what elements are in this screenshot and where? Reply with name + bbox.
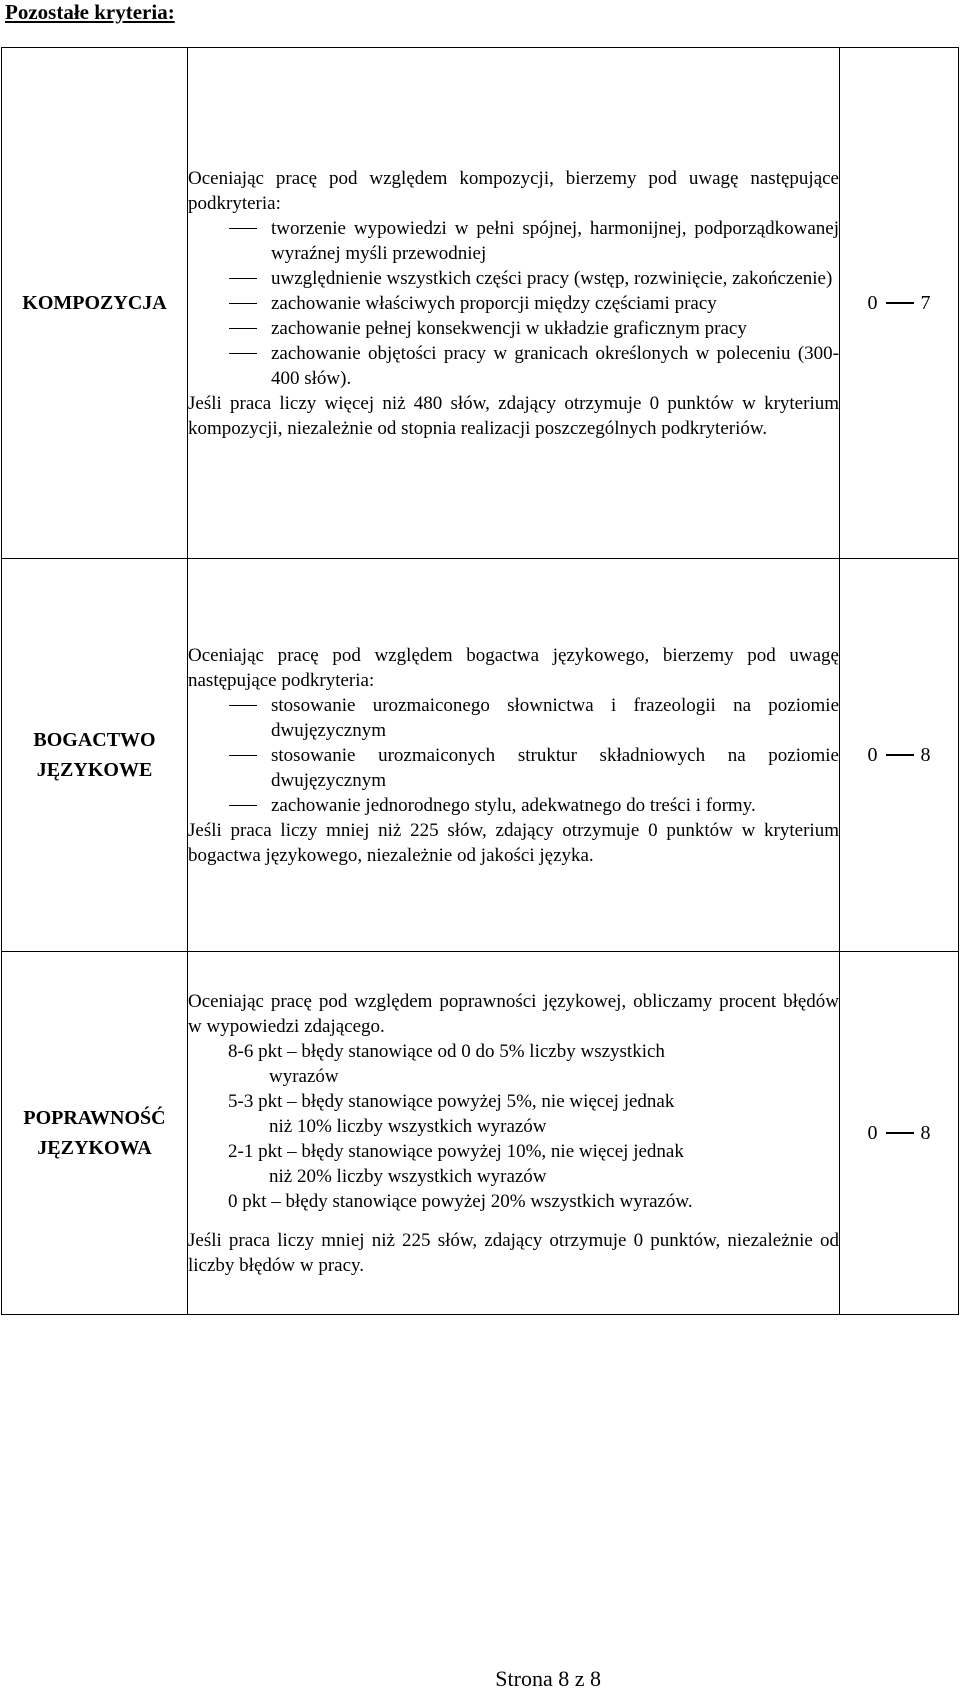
range-dash	[886, 754, 914, 756]
subcriterion-item: tworzenie wypowiedzi w pełni spójnej, harmonijnej, podporządkowanej wyraźnej myśli przewodniej	[188, 216, 839, 266]
subcriteria-list	[188, 216, 839, 391]
criterion-intro: Oceniając pracę pod względem kompozycji, bierzemy pod uwagę następujące podkryteria:	[188, 167, 839, 214]
criterion-description	[188, 559, 840, 952]
score-scale	[188, 1039, 839, 1214]
criterion-description	[188, 952, 840, 1315]
scale-line: 5-3 pkt – błędy stanowiące powyżej 5%, nie więcej jednak	[228, 1090, 675, 1112]
criterion-name	[2, 48, 188, 559]
subcriterion-item: stosowanie urozmaiconych struktur składniowych na poziomie dwujęzycznym	[188, 743, 839, 793]
subcriterion-item: stosowanie urozmaiconego słownictwa i frazeologii na poziomie dwujęzycznym	[188, 693, 839, 743]
score-min: 0	[867, 743, 878, 766]
criterion-name-line2: JĘZYKOWA	[37, 1137, 152, 1159]
criterion-row-kompozycja	[2, 48, 959, 559]
criterion-note: Jeśli praca liczy więcej niż 480 słów, zdający otrzymuje 0 punktów w kryterium kompozycji, niezależnie od stopnia realizacji poszczególnych podkryteriów.	[188, 392, 839, 439]
score-max: 8	[920, 743, 931, 766]
criterion-note: Jeśli praca liczy mniej niż 225 słów, zdający otrzymuje 0 punktów w kryterium bogactwa językowego, niezależnie od jakości języka.	[188, 819, 839, 866]
page-footer: Strona 8 z 8	[495, 1666, 601, 1691]
criterion-description	[188, 48, 840, 559]
range-dash	[886, 1132, 914, 1134]
criterion-name-line1: POPRAWNOŚĆ	[23, 1107, 166, 1129]
range-dash	[886, 302, 914, 304]
criterion-name	[2, 952, 188, 1315]
subcriterion-item: zachowanie właściwych proporcji między częściami pracy	[188, 291, 839, 316]
criterion-row-bogactwo	[2, 559, 959, 952]
section-heading: Pozostałe kryteria:	[5, 0, 175, 24]
criterion-name-line2: JĘZYKOWE	[36, 759, 153, 781]
subcriterion-item: zachowanie jednorodnego stylu, adekwatnego do treści i formy.	[188, 793, 839, 818]
scale-line: 2-1 pkt – błędy stanowiące powyżej 10%, nie więcej jednak	[228, 1140, 684, 1162]
criterion-note: Jeśli praca liczy mniej niż 225 słów, zdający otrzymuje 0 punktów, niezależnie od liczby błędów w pracy.	[188, 1229, 839, 1276]
subcriterion-item: uwzględnienie wszystkich części pracy (wstęp, rozwinięcie, zakończenie)	[188, 266, 839, 291]
criterion-name-label: KOMPOZYCJA	[22, 292, 167, 314]
criterion-score	[840, 952, 959, 1315]
subcriterion-item: zachowanie objętości pracy w granicach określonych w poleceniu (300-400 słów).	[188, 341, 839, 391]
subcriterion-item: zachowanie pełnej konsekwencji w układzie graficznym pracy	[188, 316, 839, 341]
scale-line: 8-6 pkt – błędy stanowiące od 0 do 5% liczby wszystkich	[228, 1040, 665, 1062]
score-max: 8	[920, 1121, 931, 1144]
score-min: 0	[867, 291, 878, 314]
scale-line: 0 pkt – błędy stanowiące powyżej 20% wszystkich wyrazów.	[228, 1190, 693, 1212]
score-min: 0	[867, 1121, 878, 1144]
criterion-score	[840, 559, 959, 952]
criterion-row-poprawnosc	[2, 952, 959, 1315]
criteria-table	[1, 47, 959, 1315]
score-max: 7	[920, 291, 931, 314]
subcriteria-list	[188, 693, 839, 818]
scale-line-continued: niż 20% liczby wszystkich wyrazów	[269, 1165, 547, 1187]
scale-line-continued: wyrazów	[269, 1065, 339, 1087]
criterion-intro: Oceniając pracę pod względem bogactwa językowego, bierzemy pod uwagę następujące podkryteria:	[188, 644, 839, 691]
criterion-score	[840, 48, 959, 559]
criterion-name-line1: BOGACTWO	[33, 729, 156, 751]
criterion-name	[2, 559, 188, 952]
scale-line-continued: niż 10% liczby wszystkich wyrazów	[269, 1115, 547, 1137]
criterion-intro: Oceniając pracę pod względem poprawności językowej, obliczamy procent błędów w wypowiedzi zdającego.	[188, 990, 839, 1037]
